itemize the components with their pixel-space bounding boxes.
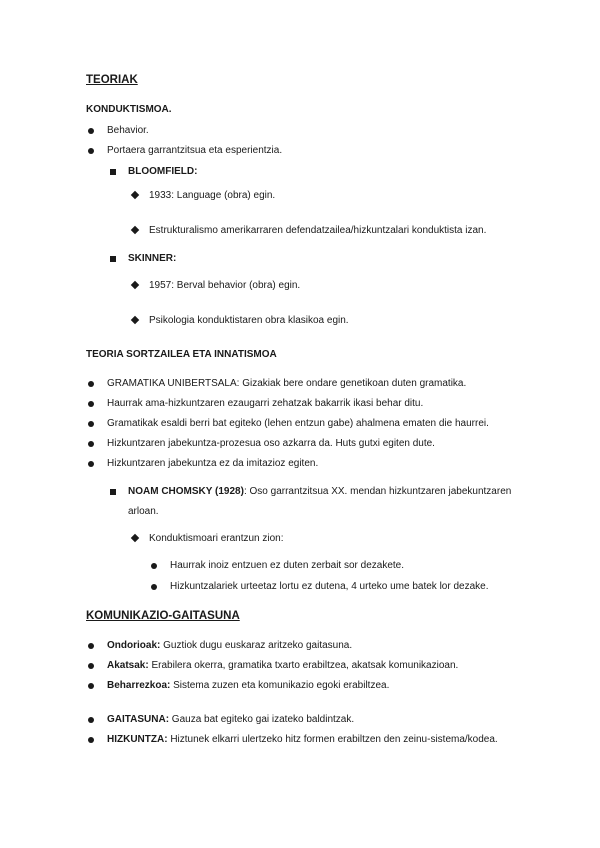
heading-konduktismoa: KONDUKTISMOA.: [86, 104, 172, 115]
bullet-dot-icon: [88, 461, 94, 467]
list-item: 1957: Berval behavior (obra) egin.: [149, 280, 301, 291]
heading-teoria-sortzailea: TEORIA SORTZAILEA ETA INNATISMOA: [86, 349, 277, 360]
list-item: Hizkuntzaren jabekuntza-prozesua oso azkarra da. Huts gutxi egiten dute.: [107, 438, 435, 449]
heading-bloomfield: BLOOMFIELD:: [128, 166, 198, 177]
bullet-dot-icon: [88, 421, 94, 427]
list-item: Akatsak: Erabilera okerra, gramatika txarto erabiltzea, akatsak komunikazioan.: [107, 660, 459, 671]
list-item: Portaera garrantzitsua eta esperientzia.: [107, 145, 283, 156]
bullet-square-icon: [110, 169, 116, 175]
bullet-dot-icon: [88, 441, 94, 447]
bullet-dot-icon: [88, 737, 94, 743]
bullet-diamond-icon: [131, 316, 139, 324]
chomsky-paragraph: NOAM CHOMSKY (1928): Oso garrantzitsua XX. mendan hizkuntzaren jabekuntzaren: [128, 486, 512, 497]
list-item: Ondorioak: Guztiok dugu euskaraz aritzeko gaitasuna.: [107, 640, 353, 651]
heading-skinner: SKINNER:: [128, 253, 177, 264]
list-item: Hizkuntzalariek urteetaz lortu ez dutena, 4 urteko ume batek lor dezake.: [170, 581, 489, 592]
bullet-dot-icon: [88, 663, 94, 669]
list-item: Psikologia konduktistaren obra klasikoa egin.: [149, 315, 349, 326]
list-item: 1933: Language (obra) egin.: [149, 190, 276, 201]
list-item: HIZKUNTZA: Hiztunek elkarri ulertzeko hitz formen erabiltzen den zeinu-sistema/kodea.: [107, 734, 498, 745]
list-item: Gramatikak esaldi berri bat egiteko (lehen entzun gabe) ahalmena ematen die haurrei.: [107, 418, 489, 429]
bullet-dot-icon: [88, 717, 94, 723]
bullet-dot-icon: [88, 683, 94, 689]
bullet-diamond-icon: [131, 191, 139, 199]
bullet-dot-icon: [88, 128, 94, 134]
list-item: GAITASUNA: Gauza bat egiteko gai izateko baldintzak.: [107, 714, 355, 725]
bullet-square-icon: [110, 256, 116, 262]
section-title-teoriak: TEORIAK: [86, 74, 138, 86]
list-item: Haurrak inoiz entzuen ez duten zerbait sor dezakete.: [170, 560, 405, 571]
list-item: GRAMATIKA UNIBERTSALA: Gizakiak bere ondare genetikoan duten gramatika.: [107, 378, 467, 389]
bullet-diamond-icon: [131, 534, 139, 542]
list-item: Hizkuntzaren jabekuntza ez da imitazioz egiten.: [107, 458, 319, 469]
chomsky-paragraph-cont: arloan.: [128, 506, 159, 517]
bullet-dot-icon: [151, 584, 157, 590]
bullet-dot-icon: [88, 643, 94, 649]
list-item: Estrukturalismo amerikarraren defendatzailea/hizkuntzalari konduktista izan.: [149, 225, 487, 236]
section-title-komunikazio: KOMUNIKAZIO-GAITASUNA: [86, 610, 240, 622]
list-item: Konduktismoari erantzun zion:: [149, 533, 284, 544]
bullet-dot-icon: [88, 401, 94, 407]
bullet-dot-icon: [88, 381, 94, 387]
bullet-dot-icon: [151, 563, 157, 569]
bullet-diamond-icon: [131, 226, 139, 234]
bullet-diamond-icon: [131, 281, 139, 289]
bullet-dot-icon: [88, 148, 94, 154]
list-item: Haurrak ama-hizkuntzaren ezaugarri zehatzak bakarrik ikasi behar ditu.: [107, 398, 424, 409]
bullet-square-icon: [110, 489, 116, 495]
list-item: Behavior.: [107, 125, 149, 136]
list-item: Beharrezkoa: Sistema zuzen eta komunikazio egoki erabiltzea.: [107, 680, 390, 691]
